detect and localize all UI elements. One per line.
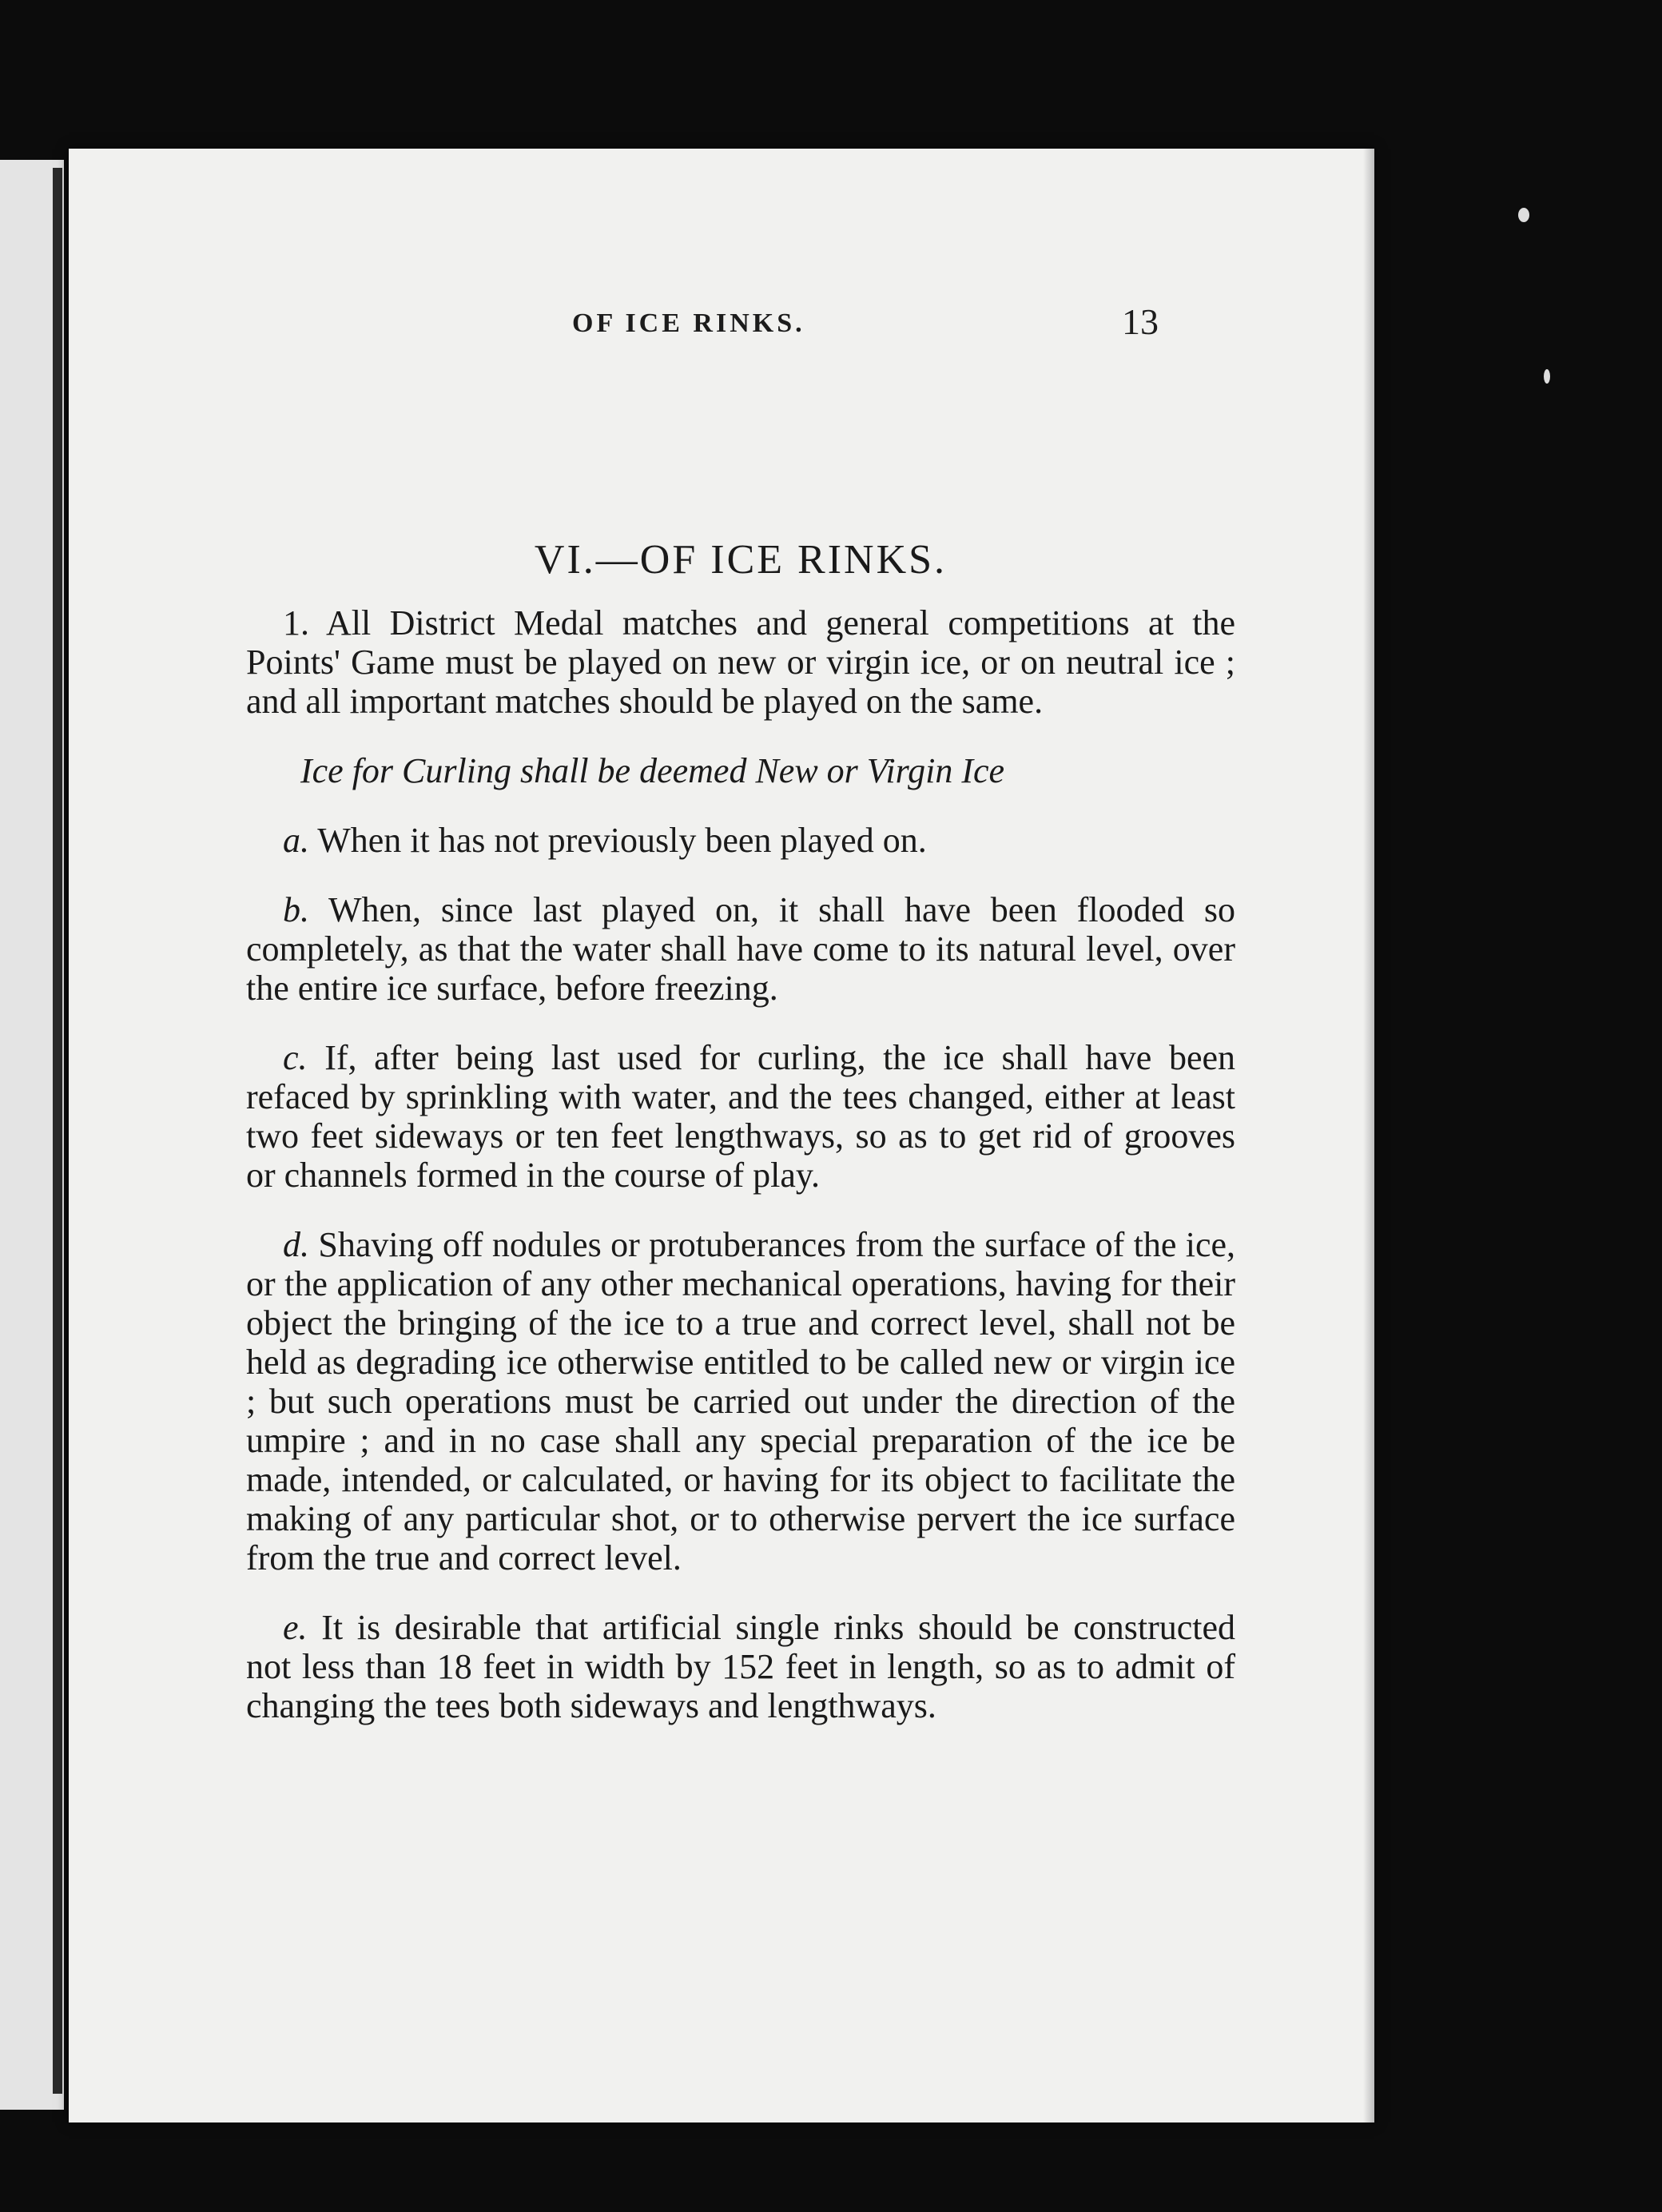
book-spine-shadow <box>53 168 62 2094</box>
rule-paragraph-1 <box>246 603 1235 721</box>
paragraph-marker: 1. <box>283 603 309 643</box>
clause-text: When it has not previously been played on. <box>317 821 927 860</box>
clause-text: It is desirable that artificial single rinks should be constructed not less than 18 feet in width by 152 feet in length, so as to admit of changing the tees both sideways and lengthways. <box>246 1608 1236 1725</box>
dust-speck <box>1544 369 1550 384</box>
page-edge-shadow <box>1363 149 1374 2122</box>
running-head: OF ICE RINKS. <box>572 308 805 338</box>
clause-marker: a. <box>283 821 309 860</box>
page-body <box>246 537 1236 1756</box>
clause-b <box>246 890 1235 1008</box>
clause-marker: e. <box>283 1608 308 1647</box>
book-page <box>69 149 1374 2122</box>
clause-c <box>246 1038 1235 1195</box>
clause-marker: d. <box>283 1225 309 1264</box>
page-number: 13 <box>1122 301 1159 342</box>
virgin-ice-subheading: Ice for Curling shall be deemed New or Virgin Ice <box>300 751 1005 790</box>
clause-a <box>246 821 1235 860</box>
clause-text: If, after being last used for curling, the ice shall have been refaced by sprinkling with water, and the tees changed, either at least two feet sideways or ten feet lengthways, so as to get rid of grooves or channels formed in the course of play. <box>246 1038 1235 1195</box>
dust-speck <box>1518 208 1529 222</box>
section-title: VI.—OF ICE RINKS. <box>534 537 948 583</box>
clause-marker: c. <box>283 1038 308 1077</box>
clause-d <box>246 1225 1235 1577</box>
clause-marker: b. <box>283 890 309 929</box>
clause-e <box>246 1608 1235 1725</box>
paragraph-text: All District Medal matches and general competitions at the Points' Game must be played on new or virgin ice, or on neutral ice ; and all important matches should be played on the same. <box>246 603 1235 721</box>
clause-text: Shaving off nodules or protuberances from the surface of the ice, or the application of any other mechanical operations, having for their object the bringing of the ice to a true and correct level, shall not be held as degrading ice otherwise entitled to be called new or virgin ice ; but such operations must be carried out under the direction of the umpire ; and in no case shall any special preparation of the ice be made, intended, or calculated, or having for its object to facilitate the making of any particular shot, or to otherwise pervert the ice surface from the true and correct level. <box>246 1225 1236 1577</box>
clause-text: When, since last played on, it shall have been flooded so completely, as that the water shall have come to its natural level, over the entire ice surface, before freezing. <box>246 890 1235 1008</box>
